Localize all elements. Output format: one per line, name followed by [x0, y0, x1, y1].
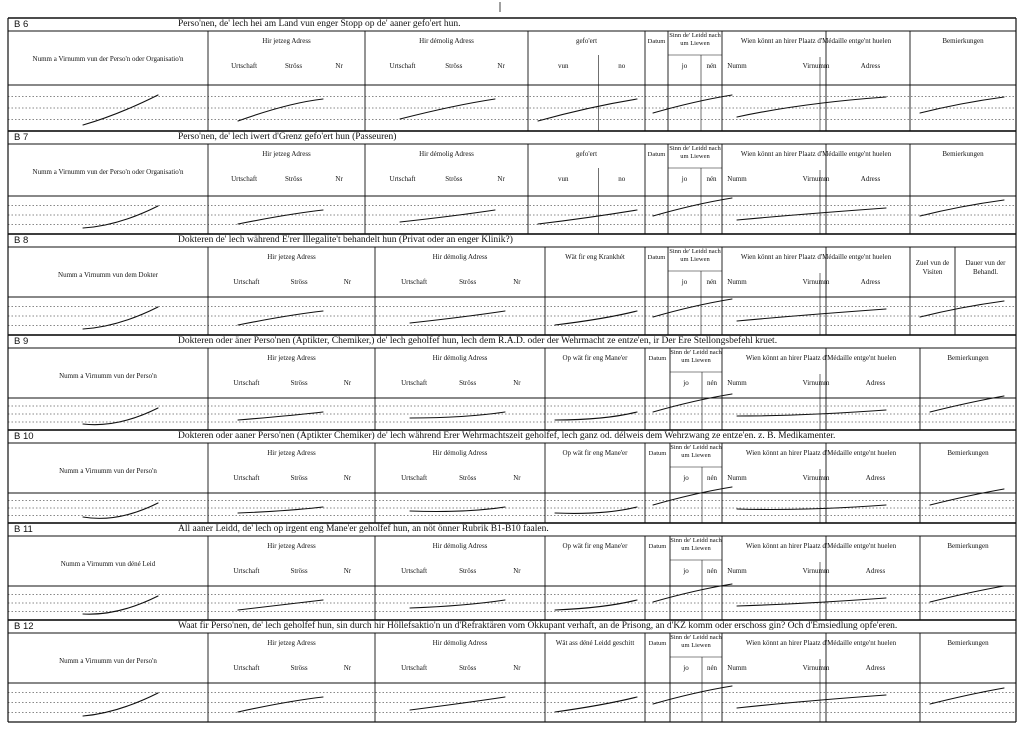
col-datum-header: Datum — [648, 450, 667, 457]
medal-firstname-label: Virnumm — [802, 474, 830, 482]
col-medal-header: Wien könnt an hirer Plaatz d'Médaille entge'nt huelen — [745, 449, 897, 457]
alive-yes-label: jo — [681, 278, 688, 286]
current-town-label: Urtschaft — [233, 664, 260, 672]
col-mid-header: gefo'ert — [575, 37, 598, 45]
current-number-label: Nr — [343, 664, 352, 672]
current-street-label: Ströss — [290, 379, 308, 387]
col-alive-header: Sinn de' Leidd nach um Liewen — [669, 248, 721, 263]
former-number-label: Nr — [497, 62, 505, 70]
former-town-label: Urtschaft — [389, 175, 416, 183]
current-town-label: Urtschaft — [231, 62, 258, 70]
col-visits-header: Zuel vun de Visiten — [915, 259, 950, 276]
col-datum-header: Datum — [647, 254, 666, 261]
col-alive-header: Sinn de' Leidd nach um Liewen — [670, 349, 722, 364]
col-mid-header: Op wät fir eng Mane'er — [562, 354, 628, 362]
former-street-label: Ströss — [459, 474, 477, 482]
col-remarks-header: Bemierkungen — [947, 449, 989, 457]
current-street-label: Ströss — [285, 62, 303, 70]
medal-surname-label: Numm — [727, 379, 747, 387]
former-town-label: Urtschaft — [401, 278, 428, 286]
col-datum-header: Datum — [648, 640, 667, 647]
col-current-address-header: Hir jetzeg Adress — [262, 150, 311, 158]
medal-firstname-label: Virnumm — [802, 62, 830, 70]
former-town-label: Urtschaft — [389, 62, 416, 70]
former-street-label: Ströss — [459, 278, 477, 286]
alive-no-label: nén — [706, 474, 718, 482]
col-former-address-header: Hir démolig Adress — [419, 150, 474, 158]
medal-surname-label: Numm — [727, 62, 747, 70]
col-former-address-header: Hir démolig Adress — [432, 639, 488, 647]
col-name-header: Numm a Virnumm vun der Perso'n — [59, 372, 157, 380]
col-mid-header: Wät ass déné Leidd geschitt — [555, 639, 635, 647]
medal-address-label: Adress — [865, 664, 886, 672]
current-town-label: Urtschaft — [231, 175, 258, 183]
former-number-label: Nr — [513, 379, 521, 387]
col-name-header: Numm a Virnumm vun déné Leid — [60, 560, 156, 568]
col-medal-header: Wien könnt an hirer Plaatz d'Médaille entge'nt huelen — [740, 37, 892, 45]
current-number-label: Nr — [343, 278, 352, 286]
former-number-label: Nr — [513, 474, 521, 482]
medal-address-label: Adress — [865, 474, 886, 482]
medal-surname-label: Numm — [727, 278, 747, 286]
moved-to-label: no — [618, 62, 626, 70]
current-street-label: Ströss — [290, 567, 308, 575]
medal-firstname-label: Virnumm — [802, 175, 830, 183]
current-number-label: Nr — [335, 62, 343, 70]
current-number-label: Nr — [343, 567, 352, 575]
section-title: Dokteren oder aaner Perso'nen (Aptikter Chemiker) de' lech während Erer Wehrmachtszeit geholfef, lech ganz od. délweis dem Wehrzwang ze entze'en. z. B. Medikamenter. — [178, 431, 836, 441]
moved-to-label: no — [618, 175, 626, 183]
medal-address-label: Adress — [860, 175, 881, 183]
section-code: B 11 — [14, 524, 33, 535]
col-name-header: Numm a Virnumm vun der Perso'n — [59, 467, 157, 475]
alive-no-label: nén — [706, 567, 718, 575]
medal-firstname-label: Virnumm — [802, 379, 830, 387]
medal-address-label: Adress — [860, 278, 881, 286]
alive-no-label: nén — [706, 278, 717, 286]
section-code: B 9 — [14, 336, 29, 347]
col-current-address-header: Hir jetzeg Adress — [267, 449, 316, 457]
current-number-label: Nr — [343, 474, 352, 482]
col-current-address-header: Hir jetzeg Adress — [267, 354, 316, 362]
former-number-label: Nr — [513, 567, 521, 575]
current-street-label: Ströss — [290, 474, 308, 482]
alive-yes-label: jo — [683, 379, 689, 387]
col-alive-header: Sinn de' Leidd nach um Liewen — [670, 537, 722, 552]
current-town-label: Urtschaft — [233, 474, 260, 482]
former-street-label: Ströss — [445, 175, 463, 183]
section-title: Dokteren oder äner Perso'nen (Aptikter, Chemiker,) de' lech geholfef hun, lech dem R.A.D. oder der Wehrmacht ze entze'en, ir Der Ere Stellongsbefehl kruet. — [178, 336, 778, 346]
alive-yes-label: jo — [683, 474, 689, 482]
medal-surname-label: Numm — [727, 474, 747, 482]
col-name-header: Numm a Virnumm vun dem Dokter — [58, 271, 158, 279]
medal-firstname-label: Virnumm — [802, 567, 830, 575]
alive-no-label: nén — [706, 379, 718, 387]
current-town-label: Urtschaft — [233, 278, 260, 286]
section-title: All aaner Leidd, de' lech op irgent eng Mane'er geholfef hun, an nöt önner Rubrik B1-B10 faalen. — [178, 524, 549, 534]
alive-yes-label: jo — [681, 175, 688, 183]
alive-no-label: nén — [706, 175, 717, 183]
col-remarks-header: Bemierkungen — [947, 354, 989, 362]
col-name-header: Numm a Virnumm vun der Perso'n oder Organisatio'n — [32, 55, 184, 63]
section-title: Perso'nen, de' lech iwert d'Grenz gefo'ert hun (Passeuren) — [178, 132, 397, 142]
col-datum-header: Datum — [648, 543, 667, 550]
former-street-label: Ströss — [459, 567, 477, 575]
col-current-address-header: Hir jetzeg Adress — [267, 542, 316, 550]
col-medal-header: Wien könnt an hirer Plaatz d'Médaille entge'nt huelen — [740, 150, 892, 158]
alive-yes-label: jo — [683, 664, 689, 672]
former-street-label: Ströss — [459, 379, 477, 387]
col-remarks-header: Bemierkungen — [947, 542, 989, 550]
col-remarks-header: Bemierkungen — [942, 37, 984, 45]
col-alive-header: Sinn de' Leidd nach um Liewen — [669, 145, 721, 160]
moved-from-label: vun — [558, 62, 569, 70]
former-number-label: Nr — [513, 664, 521, 672]
current-number-label: Nr — [335, 175, 343, 183]
current-street-label: Ströss — [285, 175, 303, 183]
col-mid-header: Wät fir eng Krankhét — [565, 253, 625, 261]
col-name-header: Numm a Virnumm vun der Perso'n — [59, 657, 157, 665]
medal-address-label: Adress — [865, 379, 886, 387]
medal-firstname-label: Virnumm — [802, 664, 830, 672]
medal-firstname-label: Virnumm — [802, 278, 830, 286]
col-medal-header: Wien könnt an hirer Plaatz d'Médaille entge'nt huelen — [740, 253, 892, 261]
medal-address-label: Adress — [865, 567, 886, 575]
moved-from-label: vun — [558, 175, 569, 183]
col-current-address-header: Hir jetzeg Adress — [262, 37, 311, 45]
current-town-label: Urtschaft — [233, 567, 260, 575]
former-town-label: Urtschaft — [401, 664, 428, 672]
medal-surname-label: Numm — [727, 664, 747, 672]
section-code: B 6 — [14, 19, 29, 30]
col-medal-header: Wien könnt an hirer Plaatz d'Médaille entge'nt huelen — [745, 639, 897, 647]
col-name-header: Numm a Virnumm vun der Perso'n oder Organisatio'n — [32, 168, 184, 176]
section-title: Dokteren de' lech während E'rer Illegalite't behandelt hun (Privat oder an enger Klinik?) — [178, 235, 513, 245]
current-number-label: Nr — [343, 379, 352, 387]
medal-surname-label: Numm — [727, 175, 747, 183]
col-former-address-header: Hir démolig Adress — [432, 354, 488, 362]
section-title: Perso'nen, de' lech hei am Land vun enger Stopp op de' aaner gefo'ert hun. — [178, 19, 461, 29]
medal-surname-label: Numm — [727, 567, 747, 575]
alive-yes-label: jo — [681, 62, 688, 70]
former-town-label: Urtschaft — [401, 567, 428, 575]
col-mid-header: Op wät fir eng Mane'er — [562, 449, 628, 457]
col-duration-header: Dauer vun der Behandl. — [965, 259, 1006, 276]
col-mid-header: Op wät fir eng Mane'er — [562, 542, 628, 550]
col-alive-header: Sinn de' Leidd nach um Liewen — [669, 32, 721, 47]
former-town-label: Urtschaft — [401, 474, 428, 482]
section-code: B 7 — [14, 132, 29, 143]
former-street-label: Ströss — [445, 62, 463, 70]
former-number-label: Nr — [513, 278, 521, 286]
medal-address-label: Adress — [860, 62, 881, 70]
col-former-address-header: Hir démolig Adress — [419, 37, 474, 45]
col-datum-header: Datum — [647, 151, 666, 158]
col-medal-header: Wien könnt an hirer Plaatz d'Médaille entge'nt huelen — [745, 542, 897, 550]
col-alive-header: Sinn de' Leidd nach um Liewen — [670, 444, 722, 459]
former-street-label: Ströss — [459, 664, 477, 672]
col-current-address-header: Hir jetzeg Adress — [267, 253, 316, 261]
section-code: B 10 — [14, 431, 34, 442]
col-datum-header: Datum — [648, 355, 667, 362]
current-street-label: Ströss — [290, 664, 308, 672]
col-alive-header: Sinn de' Leidd nach um Liewen — [670, 634, 722, 649]
col-current-address-header: Hir jetzeg Adress — [267, 639, 316, 647]
section-title: Waat fir Perso'nen, de' lech geholfef hun, sin durch hir Höllefsaktio'n un d'Refraktären vom Okkupant verhaft, an de Prisong, an d'KZ komm oder erschoss gin? Och d'Emsiedlung opfe'eren. — [178, 621, 898, 631]
col-former-address-header: Hir démolig Adress — [432, 449, 488, 457]
former-town-label: Urtschaft — [401, 379, 428, 387]
col-former-address-header: Hir démolig Adress — [432, 542, 488, 550]
current-street-label: Ströss — [290, 278, 308, 286]
section-code: B 12 — [14, 621, 34, 632]
alive-no-label: nén — [706, 664, 718, 672]
col-datum-header: Datum — [647, 38, 666, 45]
former-number-label: Nr — [497, 175, 505, 183]
section-code: B 8 — [14, 235, 29, 246]
alive-yes-label: jo — [683, 567, 689, 575]
col-former-address-header: Hir démolig Adress — [432, 253, 488, 261]
col-remarks-header: Bemierkungen — [942, 150, 984, 158]
col-medal-header: Wien könnt an hirer Plaatz d'Médaille entge'nt huelen — [745, 354, 897, 362]
col-remarks-header: Bemierkungen — [947, 639, 989, 647]
alive-no-label: nén — [706, 62, 717, 70]
col-mid-header: gefo'ert — [575, 150, 598, 158]
current-town-label: Urtschaft — [233, 379, 260, 387]
